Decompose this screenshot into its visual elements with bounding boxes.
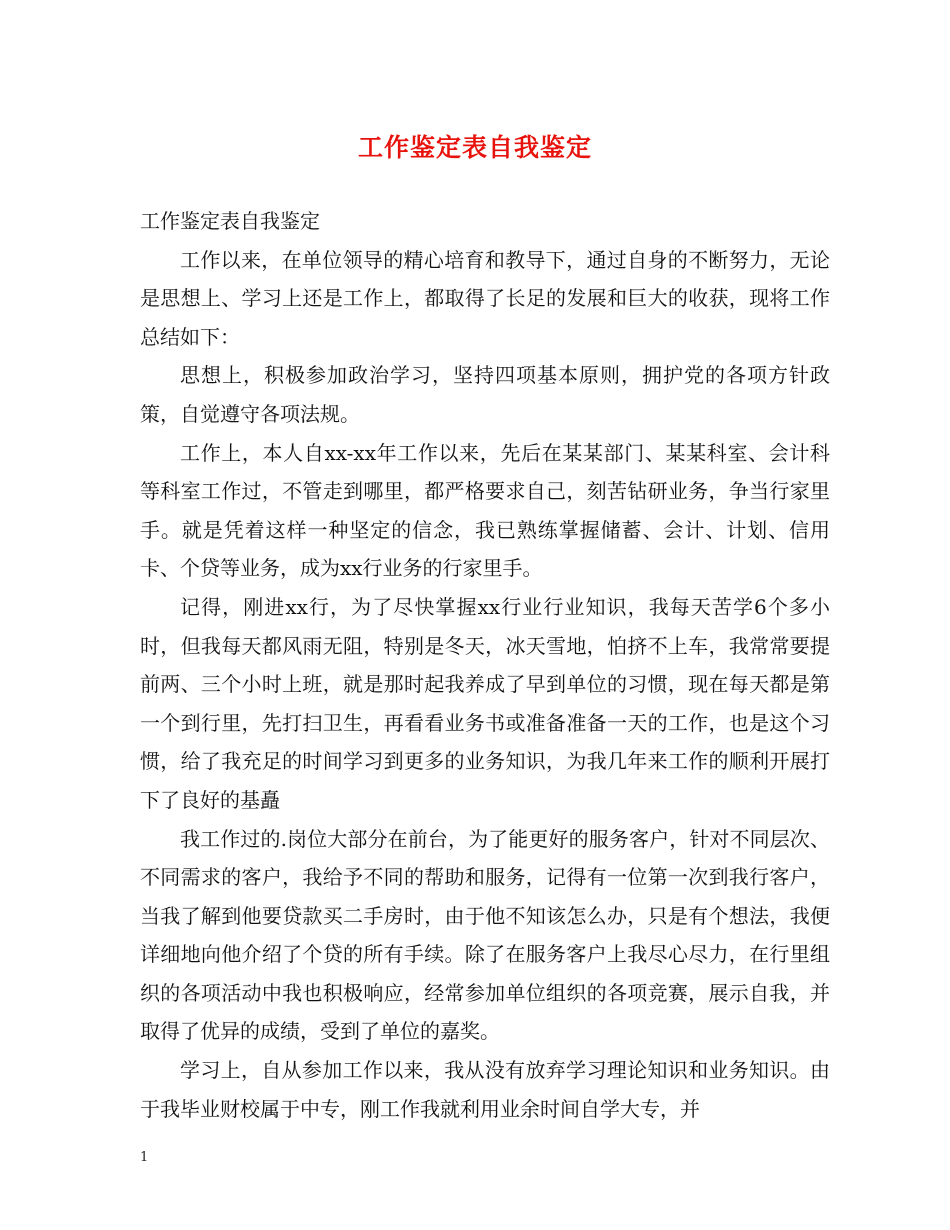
- document-body: [140, 202, 830, 1128]
- page-number: 1: [140, 1150, 149, 1165]
- paragraph-heading: 工作鉴定表自我鉴定: [140, 209, 320, 233]
- paragraph-work: 工作上，本人自xx-xx年工作以来，先后在某某部门、某某科室、会计科等科室工作过，不管走到哪里，都严格要求自己，刻苦钻研业务，争当行家里手。就是凭着这样一种坚定的信念，我已熟练掌握储蓄、会计、计划、信用卡、个贷等业务，成为xx行业务的行家里手。: [140, 440, 830, 581]
- paragraph-service: 我工作过的.岗位大部分在前台，为了能更好的服务客户，针对不同层次、不同需求的客户，我给予不同的帮助和服务，记得有一位第一次到我行客户，当我了解到他要贷款买二手房时，由于他不知该怎么办，只是有个想法，我便详细地向他介绍了个贷的所有手续。除了在服务客户上我尽心尽力，在行里组织的各项活动中我也积极响应，经常参加单位组织的各项竞赛，展示自我，并取得了优异的成绩，受到了单位的嘉奖。: [140, 826, 830, 1044]
- paragraph-memory: 记得，刚进xx行，为了尽快掌握xx行业行业知识，我每天苦学6个多小时，但我每天都风雨无阻，特别是冬天，冰天雪地，怕挤不上车，我常常要提前两、三个小时上班，就是那时起我养成了早到单位的习惯，现在每天都是第一个到行里，先打扫卫生，再看看业务书或准备准备一天的工作，也是这个习惯，给了我充足的时间学习到更多的业务知识，为我几年来工作的顺利开展打下了良好的基矗: [140, 594, 830, 812]
- paragraph-thought: 思想上，积极参加政治学习，坚持四项基本原则，拥护党的各项方针政策，自觉遵守各项法规。: [140, 363, 830, 426]
- paragraph-intro: 工作以来，在单位领导的精心培育和教导下，通过自身的不断努力，无论是思想上、学习上还是工作上，都取得了长足的发展和巨大的收获，现将工作总结如下：: [140, 247, 830, 349]
- paragraph-study: 学习上，自从参加工作以来，我从没有放弃学习理论知识和业务知识。由于我毕业财校属于中专，刚工作我就利用业余时间自学大专，并: [140, 1058, 830, 1121]
- document-title: 工作鉴定表自我鉴定: [357, 133, 592, 162]
